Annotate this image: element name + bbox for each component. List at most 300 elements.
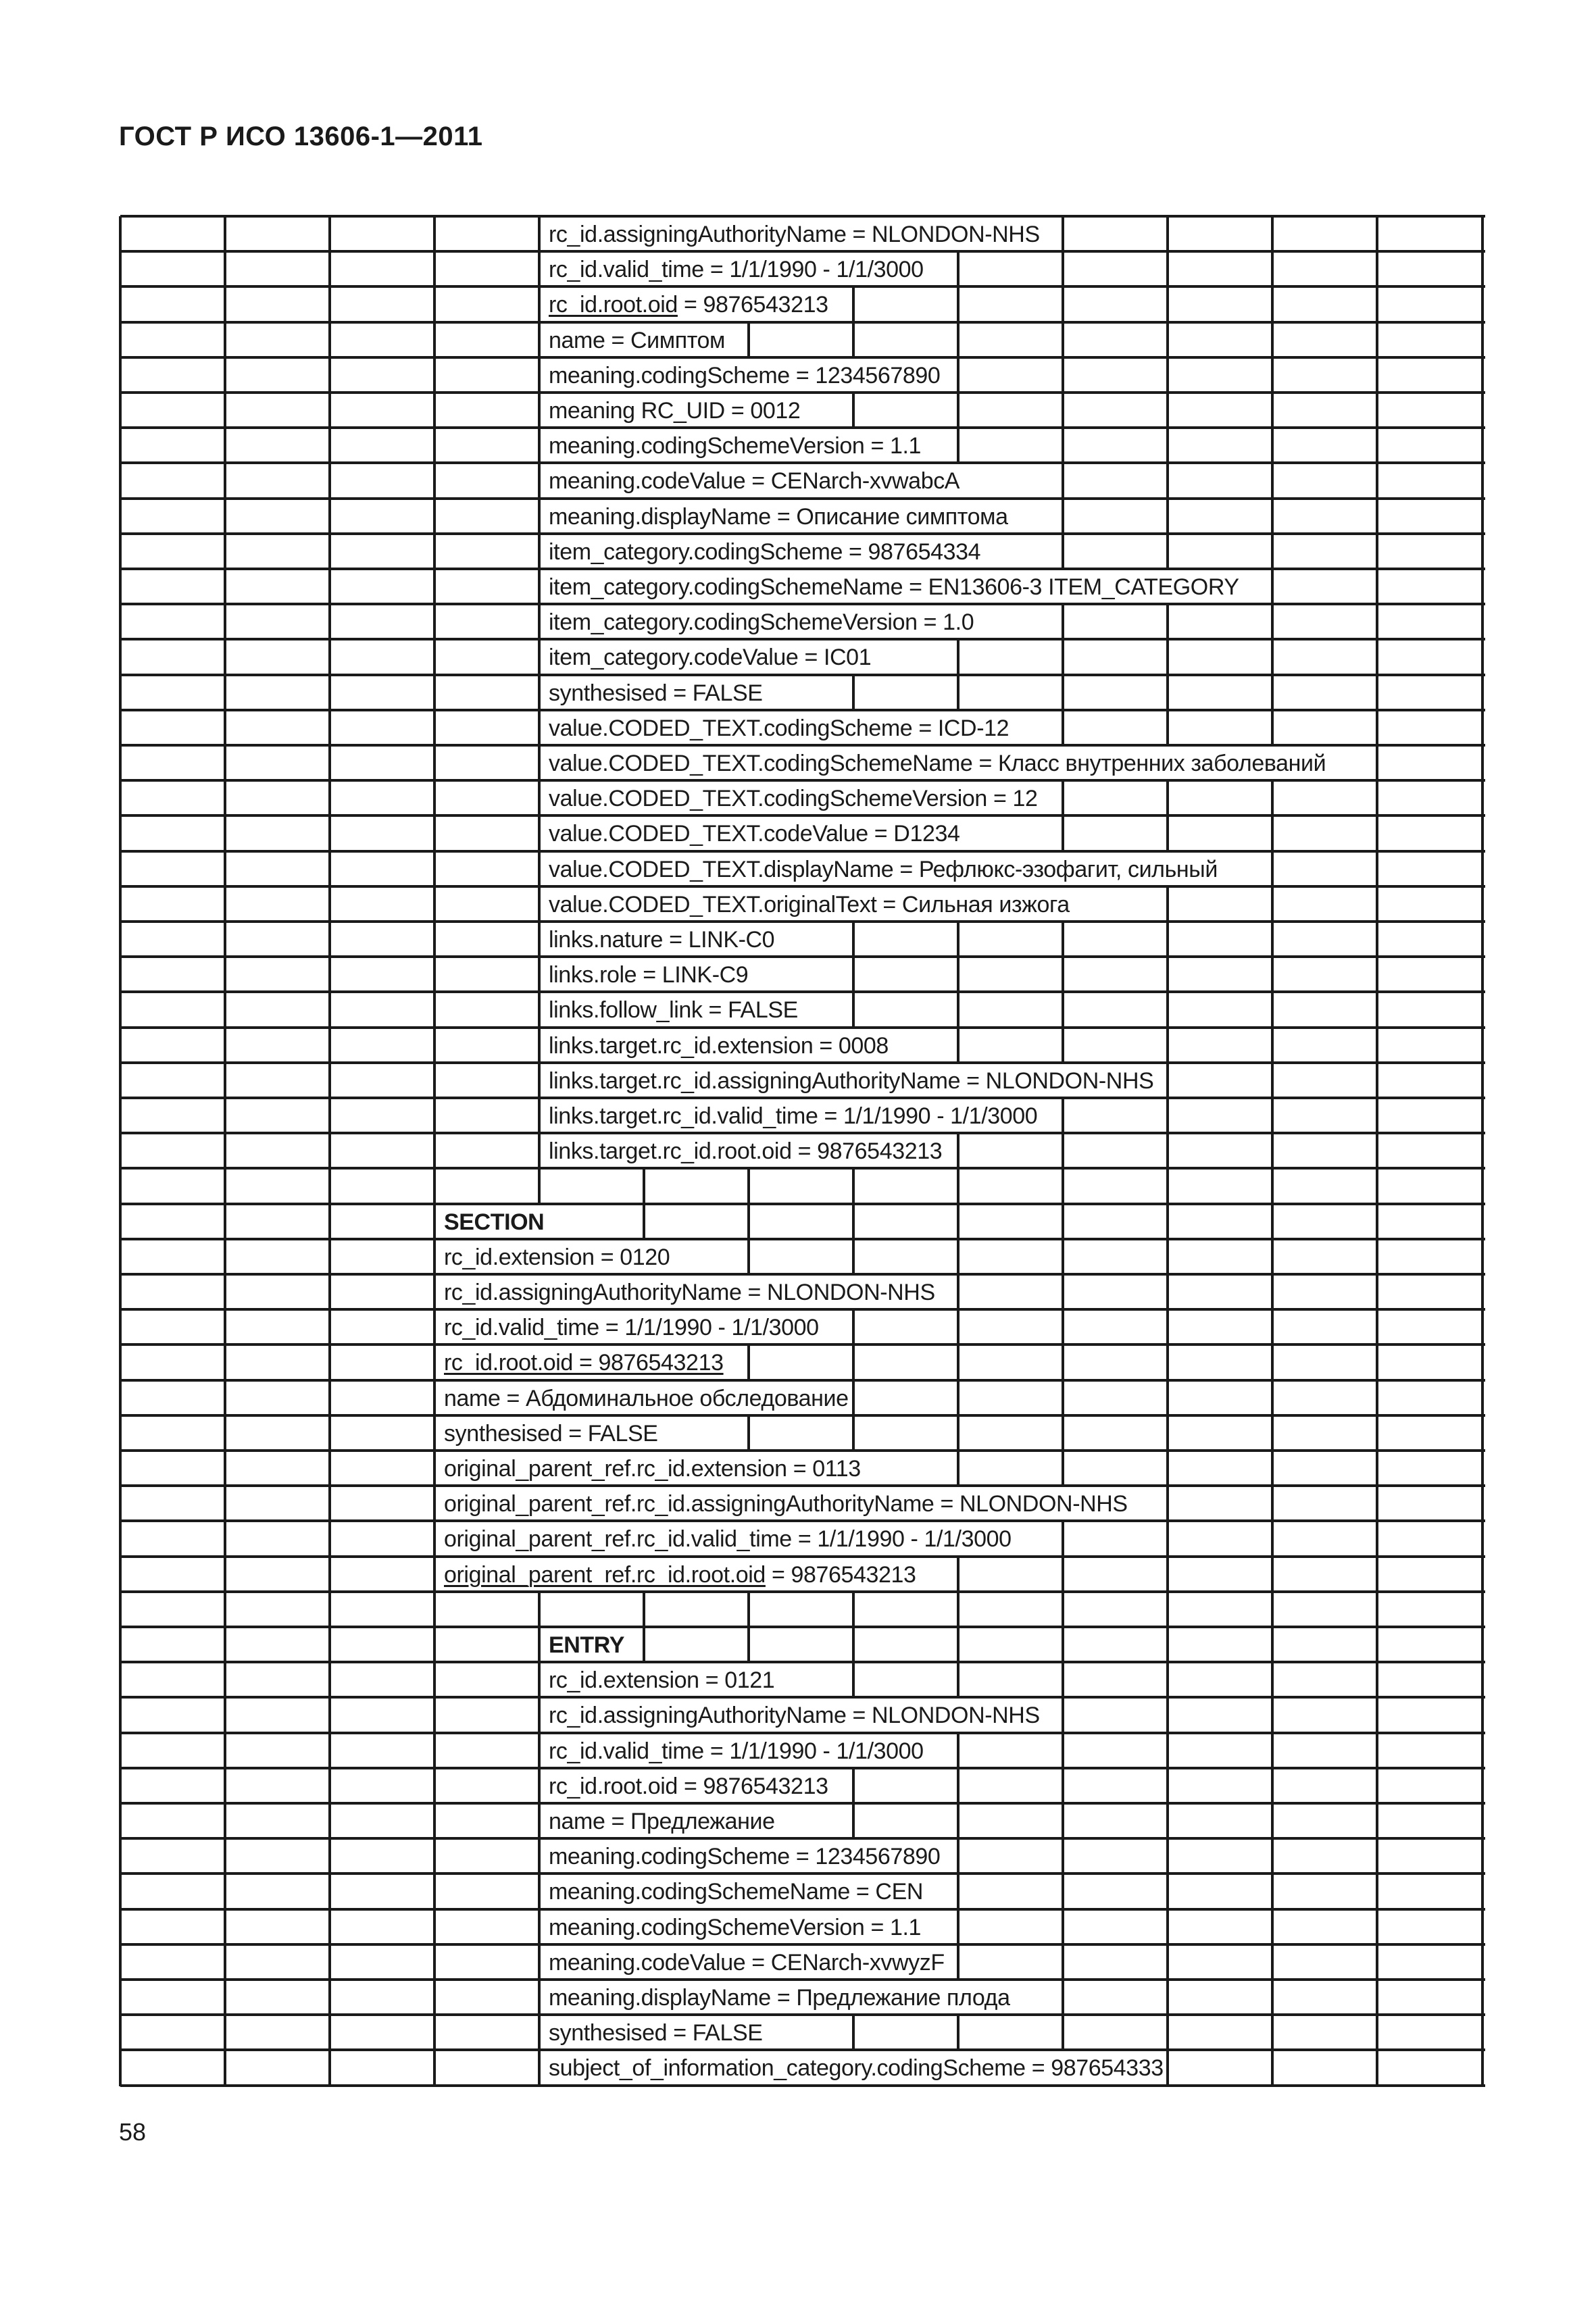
table-cell-border	[1062, 1627, 1064, 1663]
table-cell-border	[1481, 1451, 1484, 1486]
table-cell-border	[433, 534, 436, 570]
table-cell-border	[1271, 992, 1274, 1028]
table-cell-border	[119, 1133, 122, 1169]
table-cell-border	[1481, 815, 1484, 851]
table-cell-border	[1166, 534, 1169, 570]
table-cell-border	[1481, 1627, 1484, 1663]
table-cell-border	[1271, 639, 1274, 675]
table-cell-border	[1166, 322, 1169, 358]
table-cell-border	[747, 1415, 750, 1451]
table-cell-border	[328, 1274, 331, 1310]
table-cell-border	[1271, 251, 1274, 287]
table-row-text: links.nature = LINK-C0	[549, 927, 775, 953]
table-cell-border	[224, 1697, 226, 1733]
table-cell-border	[957, 1028, 959, 1063]
table-cell-border	[852, 1204, 855, 1240]
table-row-text: rc_id.valid_time = 1/1/1990 - 1/1/3000	[444, 1315, 819, 1341]
table-cell-border	[1376, 357, 1378, 393]
table-cell-border	[119, 1063, 122, 1099]
table-cell-border	[433, 1204, 436, 1240]
table-cell-border	[538, 463, 541, 499]
table-cell-border	[119, 1344, 122, 1380]
table-row-text: original_parent_ref.rc_id.assigningAuthorityName = NLONDON-NHS	[444, 1491, 1128, 1517]
table-cell-border	[224, 1063, 226, 1099]
table-row-text: rc_id.valid_time = 1/1/1990 - 1/1/3000	[549, 1738, 924, 1764]
table-cell-border	[1271, 1521, 1274, 1557]
table-row-border	[120, 250, 1485, 253]
table-cell-border	[957, 1803, 959, 1839]
table-row-text: item_category.codingScheme = 987654334	[549, 538, 981, 565]
table-cell-border	[328, 639, 331, 675]
table-cell-border	[1481, 851, 1484, 887]
table-cell-border	[119, 1028, 122, 1063]
table-cell-border	[1166, 675, 1169, 711]
table-cell-border	[328, 886, 331, 922]
table-cell-border	[852, 922, 855, 957]
table-cell-border	[1166, 2015, 1169, 2051]
table-cell-border	[852, 1380, 855, 1416]
table-cell-border	[747, 1344, 750, 1380]
table-cell-border	[538, 1944, 541, 1980]
table-cell-border	[852, 1627, 855, 1663]
table-cell-border	[433, 1344, 436, 1380]
table-cell-border	[119, 463, 122, 499]
table-row-text: synthesised = FALSE	[444, 1420, 658, 1447]
table-cell-border	[1062, 1168, 1064, 1204]
table-cell-border	[1481, 1309, 1484, 1345]
table-cell-border	[1271, 1344, 1274, 1380]
table-row-text: links.target.rc_id.valid_time = 1/1/1990 - 1/1/3000	[549, 1103, 1038, 1129]
table-cell-border	[119, 499, 122, 534]
table-cell-border	[433, 886, 436, 922]
table-cell-border	[224, 286, 226, 322]
table-cell-border	[1062, 1592, 1064, 1628]
table-cell-border	[224, 1486, 226, 1521]
table-row-border	[120, 603, 1485, 605]
table-cell-border	[1376, 1592, 1378, 1628]
table-cell-border	[1271, 815, 1274, 851]
table-cell-border	[1376, 1133, 1378, 1169]
table-cell-border	[224, 1909, 226, 1945]
table-row-border	[120, 356, 1485, 359]
table-cell-border	[1481, 710, 1484, 746]
table-cell-border	[1376, 1627, 1378, 1663]
table-cell-border	[1481, 886, 1484, 922]
table-row-text	[444, 1563, 916, 1587]
table-cell-border	[1166, 1557, 1169, 1592]
table-cell-border	[328, 604, 331, 640]
table-cell-border	[1376, 393, 1378, 428]
record-table	[120, 216, 1482, 2086]
table-cell-border	[1062, 1521, 1064, 1557]
table-cell-border	[1376, 639, 1378, 675]
table-cell-border	[1481, 1028, 1484, 1063]
table-cell-border	[1481, 1838, 1484, 1874]
table-cell-border	[1481, 1944, 1484, 1980]
table-row-border	[120, 1061, 1485, 1064]
table-cell-border	[224, 1274, 226, 1310]
table-cell-border	[1166, 1627, 1169, 1663]
table-cell-border	[1166, 1133, 1169, 1169]
table-cell-border	[1481, 1168, 1484, 1204]
table-cell-border	[119, 1733, 122, 1769]
table-cell-border	[1376, 1557, 1378, 1592]
table-cell-border	[433, 922, 436, 957]
table-row-border	[120, 1132, 1485, 1134]
table-row-text: meaning.codeValue = CENarch-xvwabcA	[549, 468, 960, 495]
table-row-text: links.follow_link = FALSE	[549, 997, 798, 1024]
table-cell-border	[1376, 1486, 1378, 1521]
table-cell-border	[328, 1098, 331, 1134]
table-cell-border	[1062, 780, 1064, 816]
table-row-text: rc_id.valid_time = 1/1/1990 - 1/1/3000	[549, 257, 924, 283]
table-row-border	[120, 321, 1485, 324]
table-cell-border	[747, 1204, 750, 1240]
plain-text: = 9876543213	[677, 292, 828, 318]
table-cell-border	[224, 428, 226, 463]
table-cell-border	[1481, 675, 1484, 711]
table-cell-border	[1062, 463, 1064, 499]
table-cell-border	[328, 322, 331, 358]
table-cell-border	[224, 1415, 226, 1451]
table-cell-border	[1271, 1380, 1274, 1416]
table-cell-border	[224, 322, 226, 358]
table-cell-border	[1062, 1344, 1064, 1380]
table-cell-border	[538, 357, 541, 393]
table-cell-border	[1271, 2050, 1274, 2086]
table-cell-border	[1166, 1451, 1169, 1486]
table-cell-border	[957, 1415, 959, 1451]
table-cell-border	[1062, 957, 1064, 992]
table-row-border	[120, 1943, 1485, 1946]
table-cell-border	[538, 1168, 541, 1204]
table-cell-border	[1376, 534, 1378, 570]
table-row-text: value.CODED_TEXT.originalText = Сильная изжога	[549, 891, 1070, 917]
table-cell-border	[957, 992, 959, 1028]
table-cell-border	[224, 780, 226, 816]
table-cell-border	[1166, 1380, 1169, 1416]
table-cell-border	[1481, 957, 1484, 992]
table-row-text: rc_id.assigningAuthorityName = NLONDON-NHS	[444, 1280, 935, 1305]
table-cell-border	[1271, 1415, 1274, 1451]
table-cell-border	[1376, 1274, 1378, 1310]
table-cell-border	[433, 499, 436, 534]
table-cell-border	[328, 1063, 331, 1099]
table-cell-border	[643, 1204, 645, 1240]
table-cell-border	[1376, 499, 1378, 534]
table-cell-border	[1166, 1098, 1169, 1134]
table-cell-border	[1481, 1344, 1484, 1380]
section-heading: ENTRY	[549, 1632, 624, 1658]
table-cell-border	[852, 286, 855, 322]
table-cell-border	[1271, 463, 1274, 499]
table-cell-border	[328, 1168, 331, 1204]
plain-text: = 9876543213	[765, 1561, 916, 1588]
table-cell-border	[224, 463, 226, 499]
table-cell-border	[1481, 534, 1484, 570]
table-cell-border	[224, 1980, 226, 2015]
table-cell-border	[538, 815, 541, 851]
table-row-border	[120, 2084, 1485, 2087]
underlined-text: rc_id.root.oid = 9876543213	[444, 1350, 724, 1376]
table-cell-border	[1062, 604, 1064, 640]
table-cell-border	[1376, 1098, 1378, 1134]
table-cell-border	[1166, 1486, 1169, 1521]
table-row-border	[120, 215, 1485, 218]
table-row-border	[120, 2013, 1485, 2016]
table-cell-border	[119, 1944, 122, 1980]
table-cell-border	[957, 639, 959, 675]
table-cell-border	[1062, 675, 1064, 711]
table-cell-border	[119, 286, 122, 322]
table-cell-border	[1166, 1309, 1169, 1345]
table-cell-border	[538, 428, 541, 463]
table-cell-border	[538, 886, 541, 922]
table-row-text: item_category.codingSchemeName = EN13606-3 ITEM_CATEGORY	[549, 574, 1239, 600]
table-cell-border	[433, 675, 436, 711]
table-row-border	[120, 1555, 1485, 1558]
table-cell-border	[1271, 1204, 1274, 1240]
table-row-text: rc_id.assigningAuthorityName = NLONDON-NHS	[549, 1703, 1040, 1729]
table-row-text: name = Абдоминальное обследование	[444, 1385, 849, 1411]
table-cell-border	[957, 922, 959, 957]
table-cell-border	[1166, 428, 1169, 463]
table-cell-border	[433, 1838, 436, 1874]
table-cell-border	[433, 286, 436, 322]
table-cell-border	[1481, 745, 1484, 781]
table-cell-border	[1271, 710, 1274, 746]
table-cell-border	[852, 1415, 855, 1451]
table-cell-border	[1481, 216, 1484, 252]
table-row-text	[444, 1351, 724, 1375]
table-cell-border	[433, 1239, 436, 1275]
table-cell-border	[1062, 1380, 1064, 1416]
table-cell-border	[433, 1168, 436, 1204]
table-cell-border	[1481, 1662, 1484, 1698]
table-cell-border	[224, 1838, 226, 1874]
table-cell-border	[433, 251, 436, 287]
table-row-text: links.target.rc_id.extension = 0008	[549, 1032, 889, 1059]
table-cell-border	[1062, 1662, 1064, 1698]
table-cell-border	[538, 745, 541, 781]
table-cell-border	[1062, 393, 1064, 428]
table-cell-border	[328, 1557, 331, 1592]
table-cell-border	[1062, 1873, 1064, 1909]
table-cell-border	[747, 322, 750, 358]
table-cell-border	[1062, 1274, 1064, 1310]
table-cell-border	[119, 1380, 122, 1416]
table-row-border	[120, 709, 1485, 711]
table-cell-border	[1376, 463, 1378, 499]
table-cell-border	[957, 1344, 959, 1380]
table-cell-border	[1481, 322, 1484, 358]
table-cell-border	[1271, 393, 1274, 428]
table-cell-border	[328, 1239, 331, 1275]
table-row-border	[120, 497, 1485, 500]
table-row-border	[120, 1273, 1485, 1276]
table-cell-border	[119, 886, 122, 922]
table-cell-border	[1271, 780, 1274, 816]
table-cell-border	[328, 1697, 331, 1733]
table-cell-border	[852, 1592, 855, 1628]
table-cell-border	[224, 1873, 226, 1909]
table-cell-border	[224, 1168, 226, 1204]
table-cell-border	[1376, 1451, 1378, 1486]
table-row-border	[120, 1167, 1485, 1169]
table-cell-border	[1271, 534, 1274, 570]
table-cell-border	[224, 639, 226, 675]
table-row-border	[120, 744, 1485, 747]
table-cell-border	[1271, 1098, 1274, 1134]
table-cell-border	[328, 1909, 331, 1945]
table-cell-border	[1271, 1063, 1274, 1099]
table-cell-border	[1271, 1980, 1274, 2015]
table-cell-border	[1062, 499, 1064, 534]
table-cell-border	[1166, 1028, 1169, 1063]
table-cell-border	[224, 251, 226, 287]
table-cell-border	[119, 569, 122, 605]
table-cell-border	[1271, 1944, 1274, 1980]
table-cell-border	[1376, 780, 1378, 816]
table-cell-border	[433, 216, 436, 252]
table-cell-border	[1481, 569, 1484, 605]
table-cell-border	[538, 1133, 541, 1169]
page-number: 58	[119, 2118, 147, 2146]
table-cell-border	[852, 1768, 855, 1804]
table-cell-border	[1376, 2015, 1378, 2051]
table-cell-border	[328, 1803, 331, 1839]
table-cell-border	[852, 1803, 855, 1839]
table-cell-border	[433, 957, 436, 992]
table-cell-border	[433, 569, 436, 605]
table-cell-border	[328, 1662, 331, 1698]
table-cell-border	[1481, 1557, 1484, 1592]
table-cell-border	[119, 1168, 122, 1204]
table-cell-border	[119, 604, 122, 640]
table-cell-border	[328, 1380, 331, 1416]
table-row-border	[120, 2048, 1485, 2051]
table-cell-border	[957, 1239, 959, 1275]
table-cell-border	[852, 2015, 855, 2051]
table-cell-border	[328, 393, 331, 428]
table-cell-border	[224, 1204, 226, 1240]
table-cell-border	[1481, 428, 1484, 463]
table-row-text: meaning.displayName = Предлежание плода	[549, 1985, 1010, 2011]
table-cell-border	[433, 604, 436, 640]
table-cell-border	[224, 534, 226, 570]
table-cell-border	[119, 780, 122, 816]
table-cell-border	[119, 251, 122, 287]
table-cell-border	[224, 886, 226, 922]
table-cell-border	[1166, 1344, 1169, 1380]
table-cell-border	[1062, 1204, 1064, 1240]
table-cell-border	[1166, 1521, 1169, 1557]
table-cell-border	[119, 1451, 122, 1486]
table-cell-border	[433, 851, 436, 887]
table-cell-border	[119, 851, 122, 887]
table-cell-border	[224, 2015, 226, 2051]
table-cell-border	[224, 1662, 226, 1698]
table-cell-border	[1166, 1838, 1169, 1874]
table-cell-border	[538, 569, 541, 605]
table-cell-border	[433, 710, 436, 746]
table-cell-border	[433, 1592, 436, 1628]
table-row-border	[120, 1308, 1485, 1311]
table-cell-border	[1376, 1768, 1378, 1804]
table-cell-border	[1481, 992, 1484, 1028]
table-cell-border	[1376, 251, 1378, 287]
table-row-text: links.target.rc_id.root.oid = 9876543213	[549, 1138, 943, 1165]
table-cell-border	[538, 957, 541, 992]
table-cell-border	[1271, 1309, 1274, 1345]
table-cell-border	[1271, 216, 1274, 252]
table-cell-border	[328, 957, 331, 992]
table-cell-border	[1062, 1309, 1064, 1345]
table-cell-border	[1481, 1486, 1484, 1521]
table-cell-border	[1376, 286, 1378, 322]
table-row-text: original_parent_ref.rc_id.valid_time = 1/1/1990 - 1/1/3000	[444, 1526, 1012, 1553]
table-cell-border	[119, 710, 122, 746]
table-cell-border	[1376, 675, 1378, 711]
table-cell-border	[224, 499, 226, 534]
table-row-border	[120, 1026, 1485, 1029]
table-cell-border	[1062, 1944, 1064, 1980]
table-cell-border	[1166, 1204, 1169, 1240]
table-cell-border	[1481, 1415, 1484, 1451]
table-cell-border	[1166, 604, 1169, 640]
table-cell-border	[1376, 815, 1378, 851]
table-cell-border	[1166, 286, 1169, 322]
table-cell-border	[433, 1944, 436, 1980]
table-cell-border	[1062, 322, 1064, 358]
table-row-text: meaning RC_UID = 0012	[549, 398, 801, 424]
table-cell-border	[1166, 1697, 1169, 1733]
table-cell-border	[1271, 1451, 1274, 1486]
table-cell-border	[1166, 639, 1169, 675]
table-cell-border	[1376, 216, 1378, 252]
table-cell-border	[1481, 1133, 1484, 1169]
table-cell-border	[1062, 2015, 1064, 2051]
table-cell-border	[119, 1557, 122, 1592]
table-cell-border	[747, 1592, 750, 1628]
table-cell-border	[119, 815, 122, 851]
table-cell-border	[1166, 463, 1169, 499]
table-cell-border	[957, 2015, 959, 2051]
table-cell-border	[1376, 1309, 1378, 1345]
table-cell-border	[328, 1768, 331, 1804]
table-cell-border	[1271, 1909, 1274, 1945]
table-cell-border	[119, 1803, 122, 1839]
table-row-text: value.CODED_TEXT.codeValue = D1234	[549, 821, 960, 847]
table-cell-border	[328, 1309, 331, 1345]
table-cell-border	[538, 675, 541, 711]
table-cell-border	[852, 1239, 855, 1275]
table-cell-border	[433, 1627, 436, 1663]
table-cell-border	[957, 393, 959, 428]
table-row-text: name = Предлежание	[549, 1809, 775, 1834]
table-cell-border	[119, 2015, 122, 2051]
table-cell-border	[1271, 604, 1274, 640]
table-cell-border	[1166, 357, 1169, 393]
table-row-border	[120, 391, 1485, 394]
table-cell-border	[1166, 1168, 1169, 1204]
table-row-text	[549, 293, 828, 317]
table-cell-border	[328, 1838, 331, 1874]
table-cell-border	[119, 1980, 122, 2015]
table-row-border	[120, 1414, 1485, 1417]
table-cell-border	[433, 780, 436, 816]
table-row-border	[120, 1097, 1485, 1099]
